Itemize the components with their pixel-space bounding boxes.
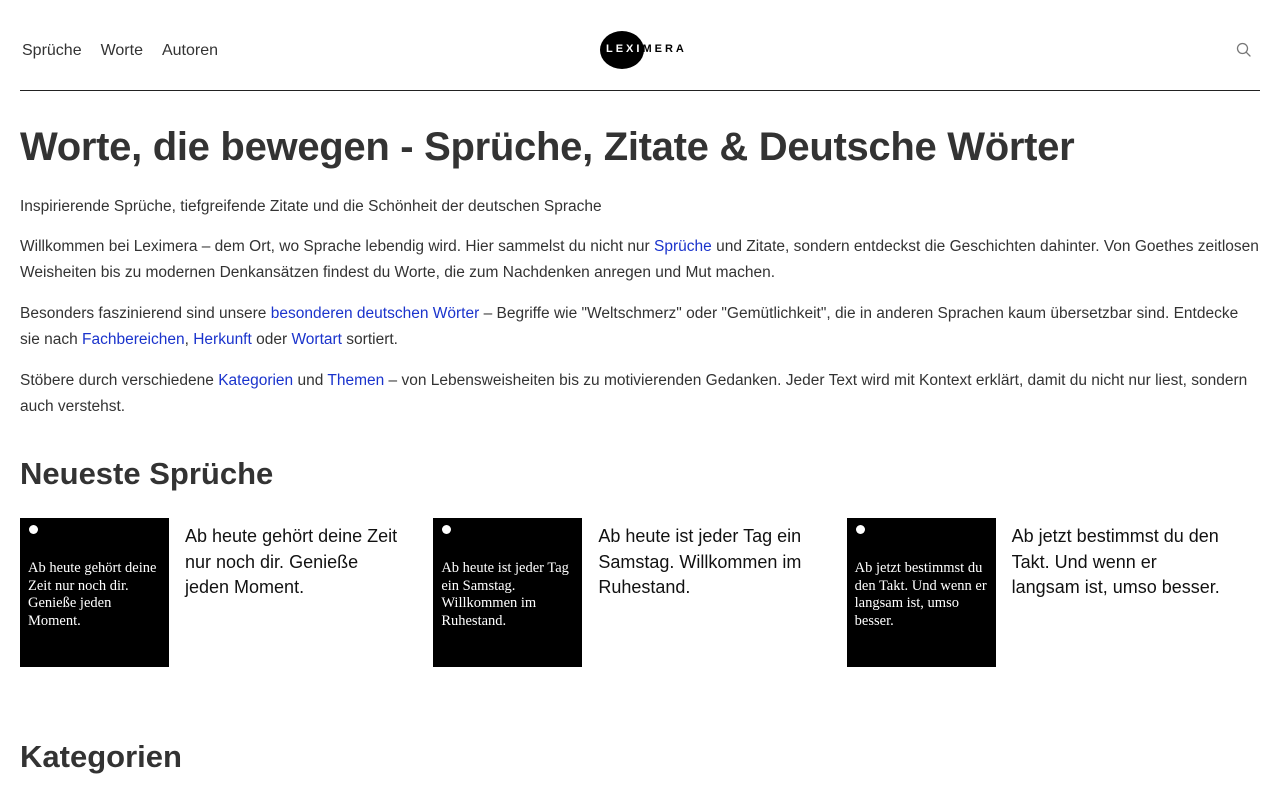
nav-item-autoren[interactable]: Autoren <box>161 42 219 59</box>
intro-paragraph-3 <box>20 368 1260 419</box>
intro-p2-text-2: – Begriffe wie "Weltschmerz" oder "Gemütlichkeit", die in anderen Sprachen kaum übersetzbar sind. Entdecke sie nach <box>20 305 1239 348</box>
intro-p1-text-2: und Zitate, sondern entdeckst die Geschichten dahinter. Von Goethes zeitlosen Weisheiten bis zu modernen Denkansätzen findest du Worte, die zum Nachdenken anregen und Mut machen. <box>20 238 1259 281</box>
saying-cards <box>20 518 1260 667</box>
nav-item-worte[interactable]: Worte <box>100 42 143 59</box>
intro-p2-text-1: Besonders faszinierend sind unsere <box>20 305 271 322</box>
link-themen[interactable]: Themen <box>327 372 385 389</box>
intro-p3-text-2: und <box>293 372 328 389</box>
mini-logo-icon <box>442 525 451 534</box>
saying-card[interactable] <box>847 518 1260 667</box>
search-icon <box>1236 42 1252 58</box>
intro-paragraph-2 <box>20 301 1260 352</box>
saying-text[interactable]: Ab heute gehört deine Zeit nur noch dir. Genieße jeden Moment. <box>185 526 398 597</box>
logo-part1: LEXI <box>606 43 643 55</box>
intro-p2-text-4: oder <box>251 330 292 348</box>
link-besondere-woerter[interactable]: besonderen deutschen Wörter <box>270 305 480 322</box>
page-subtitle: Inspirierende Sprüche, tiefgreifende Zitate und die Schönheit der deutschen Sprache <box>20 198 602 215</box>
intro-p3-text-1: Stöbere durch verschiedene <box>20 372 219 389</box>
saying-card[interactable] <box>433 518 846 667</box>
saying-image[interactable] <box>433 518 582 667</box>
logo-part2: MERA <box>642 43 687 55</box>
site-logo[interactable] <box>600 31 687 69</box>
saying-text[interactable]: Ab jetzt bestimmst du den Takt. Und wenn er langsam ist, umso besser. <box>1011 526 1220 597</box>
intro-p3-text-3: – von Lebensweisheiten bis zu motivierenden Gedanken. Jeder Text wird mit Kontext erklärt, damit du nicht nur liest, sondern auch verstehst. <box>20 372 1248 415</box>
intro-p1-text-1: Willkommen bei Leximera – dem Ort, wo Sprache lebendig wird. Hier sammelst du nicht nur <box>20 238 655 255</box>
mini-logo-icon <box>29 525 38 534</box>
intro-p2-text-5: sortiert. <box>341 330 398 348</box>
section-heading-neueste: Neueste Sprüche <box>20 456 274 491</box>
page-title: Worte, die bewegen - Sprüche, Zitate & Deutsche Wörter <box>20 125 1075 169</box>
saying-image[interactable] <box>20 518 169 667</box>
main-nav <box>22 41 218 61</box>
main-content <box>20 124 1260 775</box>
search-button[interactable] <box>1236 42 1252 58</box>
saying-image-text: Ab heute ist jeder Tag ein Samstag. Willkommen im Ruhestand. <box>441 560 569 629</box>
mini-logo-icon <box>856 525 865 534</box>
saying-text[interactable]: Ab heute ist jeder Tag ein Samstag. Willkommen im Ruhestand. <box>598 526 802 597</box>
link-fachbereiche[interactable]: Fachbereichen <box>82 330 185 348</box>
link-herkunft[interactable]: Herkunft <box>193 330 252 348</box>
saying-card[interactable] <box>20 518 433 667</box>
site-header <box>20 0 1260 91</box>
link-sprueche[interactable]: Sprüche <box>654 238 712 255</box>
link-kategorien[interactable]: Kategorien <box>218 372 294 389</box>
saying-image[interactable] <box>847 518 996 667</box>
intro-paragraph-1 <box>20 234 1260 285</box>
intro-p2-text-3: , <box>184 330 194 348</box>
nav-item-sprueche[interactable]: Sprüche <box>22 42 82 59</box>
section-heading-kategorien: Kategorien <box>20 739 182 774</box>
saying-image-text: Ab heute gehört deine Zeit nur noch dir. Genieße jeden Moment. <box>28 560 157 629</box>
saying-image-text: Ab jetzt bestimmst du den Takt. Und wenn er langsam ist, umso besser. <box>854 560 987 629</box>
link-wortart[interactable]: Wortart <box>291 330 342 348</box>
logo-wordmark <box>606 43 687 55</box>
